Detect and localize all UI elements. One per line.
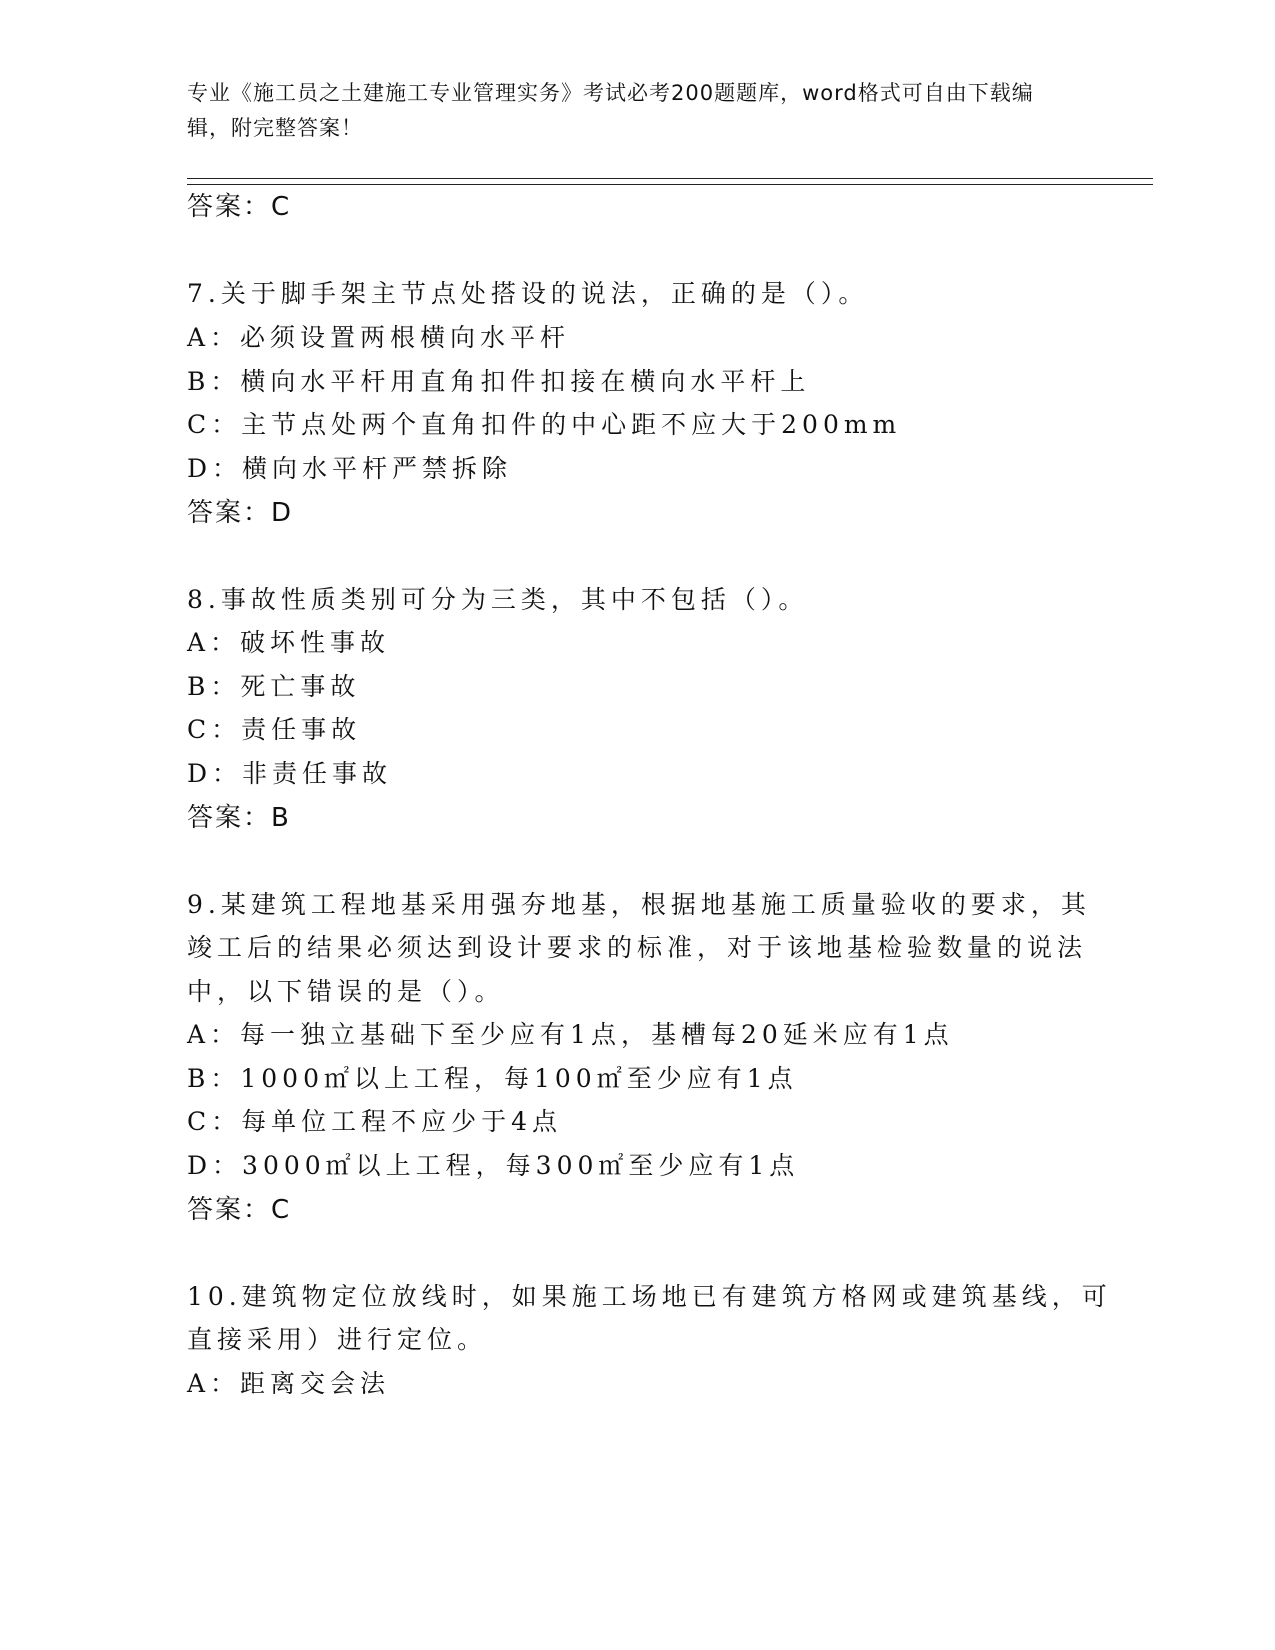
question-10-stem-line-1: 10.建筑物定位放线时，如果施工场地已有建筑方格网或建筑基线，可	[187, 1282, 1112, 1311]
answer-q6	[187, 186, 291, 223]
question-7-option-b: B：横向水平杆用直角扣件扣接在横向水平杆上	[187, 367, 811, 396]
question-8-option-d: D：非责任事故	[187, 759, 393, 788]
question-10-stem-line-2: 直接采用）进行定位。	[187, 1325, 488, 1354]
answer-value: C	[271, 1195, 292, 1225]
answer-label: 答案：	[187, 498, 272, 528]
question-10-option-a: A：距离交会法	[187, 1369, 391, 1398]
question-7-stem: 7.关于脚手架主节点处搭设的说法，正确的是（）。	[187, 279, 869, 308]
question-9-option-b: B：1000㎡以上工程，每100㎡至少应有1点	[187, 1064, 798, 1093]
question-7-option-d: D：横向水平杆严禁拆除	[187, 454, 513, 483]
answer-q9	[187, 1189, 291, 1226]
question-9-option-c: C：每单位工程不应少于4点	[187, 1107, 563, 1136]
header-rule-bottom	[187, 184, 1153, 185]
document-header: 专业《施工员之土建施工专业管理实务》考试必考200题题库，word格式可自由下载编辑，附完整答案！	[187, 81, 1034, 140]
question-8-stem: 8.事故性质类别可分为三类，其中不包括（）。	[187, 585, 809, 614]
question-7-option-a: A：必须设置两根横向水平杆	[187, 323, 571, 352]
header-rule-top	[187, 178, 1153, 179]
answer-value: C	[271, 192, 292, 222]
question-8-option-a: A：破坏性事故	[187, 628, 391, 657]
question-9-stem-line-3: 中，以下错误的是（）。	[187, 977, 505, 1006]
question-9-option-d: D：3000㎡以上工程，每300㎡至少应有1点	[187, 1151, 800, 1180]
answer-label: 答案：	[187, 1195, 272, 1225]
answer-value: D	[271, 498, 294, 528]
answer-label: 答案：	[187, 192, 272, 222]
question-9-stem-line-2: 竣工后的结果必须达到设计要求的标准，对于该地基检验数量的说法	[187, 933, 1088, 962]
question-8-option-c: C：责任事故	[187, 715, 362, 744]
question-9-stem-line-1: 9.某建筑工程地基采用强夯地基，根据地基施工质量验收的要求，其	[187, 890, 1091, 919]
answer-q8	[187, 797, 291, 834]
answer-value: B	[271, 803, 291, 833]
question-9-option-a: A：每一独立基础下至少应有1点，基槽每20延米应有1点	[187, 1020, 954, 1049]
answer-q7	[187, 492, 293, 529]
question-7-option-c: C：主节点处两个直角扣件的中心距不应大于200mm	[187, 410, 902, 439]
answer-label: 答案：	[187, 803, 272, 833]
question-8-option-b: B：死亡事故	[187, 672, 361, 701]
